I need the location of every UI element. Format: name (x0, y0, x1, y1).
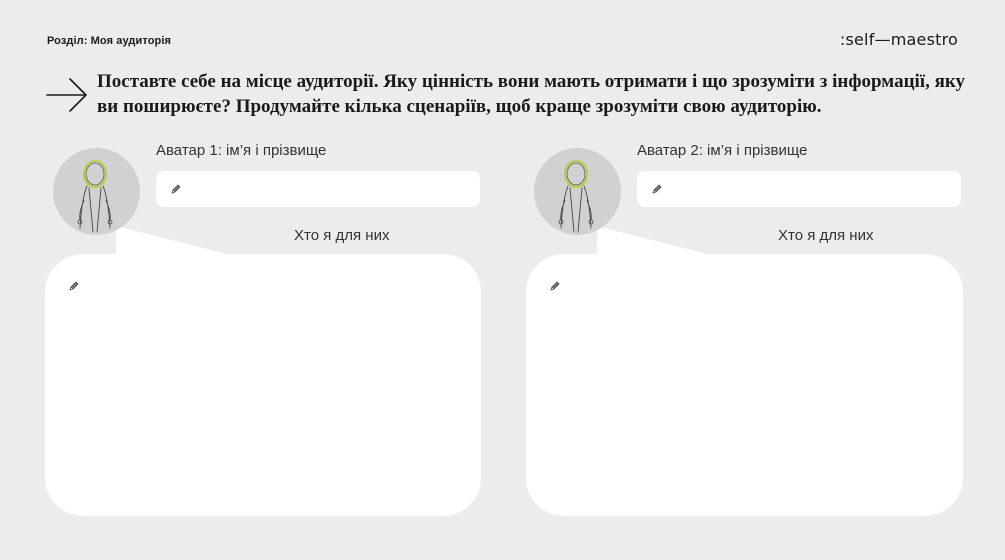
avatar-name-input[interactable] (156, 171, 480, 207)
pencil-icon (549, 280, 561, 292)
pencil-icon (651, 183, 663, 195)
avatar (534, 148, 621, 235)
avatar-name-input[interactable] (637, 171, 961, 207)
intro-text: Поставте себе на місце аудиторії. Яку цінність вони мають отримати і що зрозуміти з інформації, яку ви поширюєте? Продумайте кілька сценаріїв, щоб краще зрозуміти свою аудиторію. (97, 71, 966, 117)
brand-logo: :self—maestro (839, 30, 958, 49)
person-illustration-icon (534, 148, 621, 235)
avatar-card-2 (525, 140, 965, 520)
avatar-card-1 (44, 140, 484, 520)
who-am-i-textarea[interactable] (526, 254, 963, 516)
avatar (53, 148, 140, 235)
who-am-i-label: Хто я для них (294, 227, 390, 244)
section-label: Розділ: Моя аудиторія (47, 35, 172, 47)
who-am-i-textarea[interactable] (45, 254, 481, 516)
pencil-icon (68, 280, 80, 292)
person-illustration-icon (53, 148, 140, 235)
arrow-right-icon (46, 77, 88, 113)
avatar-name-label: Аватар 2: ім’я і прізвище (637, 142, 808, 159)
pencil-icon (170, 183, 182, 195)
avatar-name-label: Аватар 1: ім’я і прізвище (156, 142, 327, 159)
who-am-i-label: Хто я для них (778, 227, 874, 244)
